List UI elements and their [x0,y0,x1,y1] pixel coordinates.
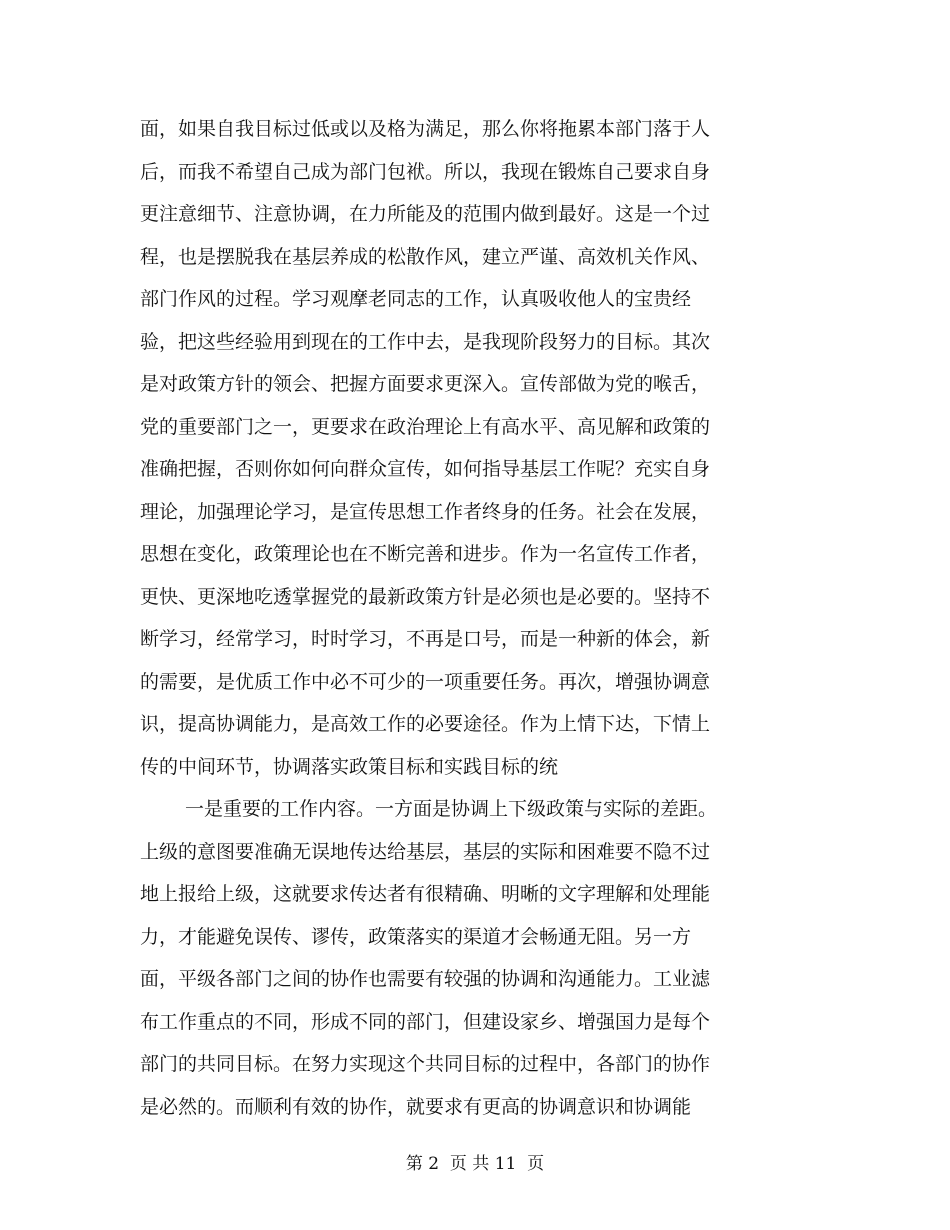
text-line: 部门作风的过程。学习观摩老同志的工作，认真吸收他人的宝贵经 [140,288,692,310]
text-line: 上级的意图要准确无误地传达给基层，基层的实际和困难要不隐不过 [140,840,711,863]
text-line: 传的中间环节，协调落实政策目标和实践目标的统 [140,755,559,778]
text-line: 的需要，是优质工作中必不可少的一项重要任务。再次，增强协调意 [140,670,711,693]
body-text [140,108,752,1128]
text-line: 思想在变化，政策理论也在不断完善和进步。作为一名宣传工作者， [140,543,711,565]
text-line: 面，平级各部门之间的协作也需要有较强的协调和沟通能力。工业滤 [140,968,711,990]
text-line: 更注意细节、注意协调，在力所能及的范围内做到最好。这是一个过 [140,203,711,225]
page-footer [0,1150,950,1178]
text-line: 是必然的。而顺利有效的协作，就要求有更高的协调意识和协调能 [140,1095,692,1118]
text-line: 断学习，经常学习，时时学习，不再是口号，而是一种新的体会，新 [140,628,711,650]
text-line: 地上报给上级，这就要求传达者有很精确、明晰的文字理解和处理能 [140,883,711,905]
text-line: 准确把握，否则你如何向群众宣传，如何指导基层工作呢？充实自身 [140,458,711,480]
page-number: 第 2 页 共 11 页 [405,1154,545,1174]
text-line: 力，才能避免误传、谬传，政策落实的渠道才会畅通无阻。另一方 [140,925,692,948]
text-line: 识，提高协调能力，是高效工作的必要途径。作为上情下达，下情上 [140,713,711,735]
text-line: 验，把这些经验用到现在的工作中去，是我现阶段努力的目标。其次 [140,330,711,353]
text-line: 更快、更深地吃透掌握党的最新政策方针是必须也是必要的。坚持不 [140,585,711,608]
text-line: 程，也是摆脱我在基层养成的松散作风，建立严谨、高效机关作风、 [140,245,711,268]
text-line: 部门的共同目标。在努力实现这个共同目标的过程中，各部门的协作 [140,1053,711,1075]
text-line: 布工作重点的不同，形成不同的部门，但建设家乡、增强国力是每个 [140,1010,711,1033]
text-line: 是对政策方针的领会、把握方面要求更深入。宣传部做为党的喉舌， [140,373,711,395]
text-line: 面，如果自我目标过低或以及格为满足，那么你将拖累本部门落于人 [140,118,711,140]
text-line: 党的重要部门之一，更要求在政治理论上有高水平、高见解和政策的 [140,415,711,438]
paragraph-first-line: 一是重要的工作内容。一方面是协调上下级政策与实际的差距。 [185,798,718,820]
text-line: 理论，加强理论学习，是宣传思想工作者终身的任务。社会在发展， [140,500,711,523]
text-line: 后，而我不希望自己成为部门包袱。所以，我现在锻炼自己要求自身 [140,160,711,183]
